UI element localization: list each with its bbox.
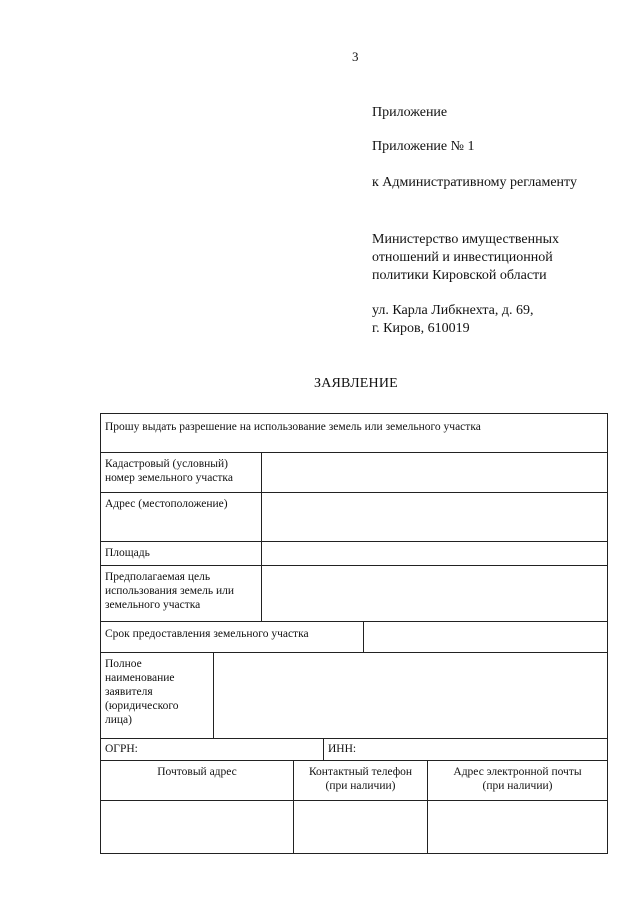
purpose-label-line-2: использования земель или <box>105 585 235 597</box>
page-number: 3 <box>352 49 359 64</box>
term-label: Срок предоставления земельного участка <box>105 628 309 640</box>
ministry-line-1: Министерство имущественных <box>372 232 559 247</box>
term-input[interactable] <box>363 622 607 652</box>
appendix-label: Приложение <box>372 105 448 120</box>
cadastral-label <box>101 453 261 492</box>
contact-header-row <box>100 761 608 801</box>
phone-header-line-2: (при наличии) <box>325 780 396 792</box>
applicant-label-line-4: (юридического <box>105 700 179 712</box>
contact-values-row <box>100 801 608 854</box>
inn-label: ИНН: <box>328 743 357 755</box>
phone-input[interactable] <box>293 801 427 853</box>
purpose-label-line-1: Предполагаемая цель <box>105 571 211 583</box>
request-row <box>100 413 608 453</box>
address-line-1: ул. Карла Либкнехта, д. 69, <box>372 303 534 318</box>
applicant-label-line-2: наименование <box>105 672 175 684</box>
document-title: ЗАЯВЛЕНИЕ <box>314 376 398 391</box>
ogrn-label: ОГРН: <box>105 743 138 755</box>
applicant-label <box>101 653 213 738</box>
address-input[interactable] <box>261 493 607 541</box>
regulation-reference: к Административному регламенту <box>372 175 577 190</box>
phone-header-line-1: Контактный телефон <box>308 766 413 778</box>
term-row <box>100 622 608 653</box>
cadastral-label-line-1: Кадастровый (условный) <box>105 458 229 470</box>
applicant-label-line-5: лица) <box>105 714 132 726</box>
email-header-line-1: Адрес электронной почты <box>453 766 582 778</box>
purpose-row <box>100 566 608 622</box>
email-input[interactable] <box>427 801 607 853</box>
purpose-input[interactable] <box>261 566 607 621</box>
inn-field[interactable] <box>323 739 607 760</box>
address-label: Адрес (местоположение) <box>105 498 228 510</box>
cadastral-row <box>100 453 608 493</box>
area-row <box>100 542 608 566</box>
address-row <box>100 493 608 542</box>
applicant-row <box>100 653 608 739</box>
ministry-line-2: отношений и инвестиционной <box>372 250 553 265</box>
purpose-label <box>101 566 261 621</box>
ministry-line-3: политики Кировской области <box>372 268 547 283</box>
email-header-line-2: (при наличии) <box>482 780 553 792</box>
applicant-label-line-1: Полное <box>105 658 142 670</box>
cadastral-input[interactable] <box>261 453 607 492</box>
address-line-2: г. Киров, 610019 <box>372 321 470 336</box>
request-text: Прошу выдать разрешение на использование земель или земельного участка <box>105 421 481 433</box>
appendix-number: Приложение № 1 <box>372 139 475 154</box>
cadastral-label-line-2: номер земельного участка <box>105 472 233 484</box>
applicant-label-line-3: заявителя <box>105 686 153 698</box>
purpose-label-line-3: земельного участка <box>105 599 201 611</box>
ogrn-field[interactable] <box>101 739 323 760</box>
area-label: Площадь <box>105 547 150 559</box>
ogrn-inn-row <box>100 739 608 761</box>
application-form <box>100 413 608 854</box>
postal-header: Почтовый адрес <box>157 766 237 778</box>
applicant-input[interactable] <box>213 653 607 738</box>
phone-header <box>293 761 427 800</box>
postal-input[interactable] <box>101 801 293 853</box>
email-header <box>427 761 607 800</box>
area-input[interactable] <box>261 542 607 565</box>
